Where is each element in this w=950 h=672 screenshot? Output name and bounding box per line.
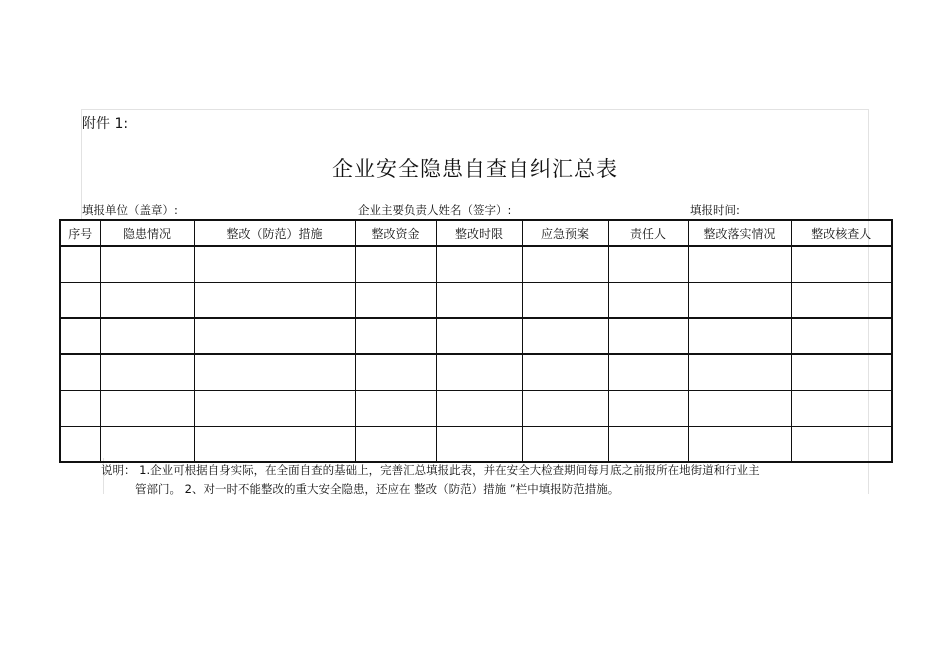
table-header-row <box>60 220 892 246</box>
table-cell[interactable] <box>522 282 608 318</box>
attachment-label: 附件 1: <box>82 116 129 132</box>
table-cell[interactable] <box>100 246 194 282</box>
table-cell[interactable] <box>522 354 608 390</box>
header-implementation: 整改落实情况 <box>688 220 791 246</box>
table-cell[interactable] <box>688 354 791 390</box>
table-cell[interactable] <box>100 282 194 318</box>
table-cell[interactable] <box>194 426 355 462</box>
table-cell[interactable] <box>791 282 892 318</box>
table-cell[interactable] <box>688 282 791 318</box>
table-cell[interactable] <box>791 390 892 426</box>
table-row <box>60 354 892 390</box>
table-cell[interactable] <box>608 354 688 390</box>
table-cell[interactable] <box>194 354 355 390</box>
table-cell[interactable] <box>608 246 688 282</box>
table-row <box>60 426 892 462</box>
table-cell[interactable] <box>608 318 688 354</box>
table-cell[interactable] <box>436 426 522 462</box>
table-cell[interactable] <box>436 246 522 282</box>
table-cell[interactable] <box>436 318 522 354</box>
table-cell[interactable] <box>791 354 892 390</box>
table-cell[interactable] <box>522 318 608 354</box>
header-inspector: 整改核查人 <box>791 220 892 246</box>
table-row <box>60 246 892 282</box>
table-cell[interactable] <box>688 426 791 462</box>
document-title: 企业安全隐患自查自纠汇总表 <box>332 157 618 181</box>
header-index: 序号 <box>60 220 100 246</box>
table-row <box>60 282 892 318</box>
table-cell[interactable] <box>60 318 100 354</box>
table-cell[interactable] <box>194 246 355 282</box>
table-cell[interactable] <box>522 426 608 462</box>
table-cell[interactable] <box>791 246 892 282</box>
table-cell[interactable] <box>688 246 791 282</box>
table-cell[interactable] <box>608 282 688 318</box>
hazard-summary-table <box>59 219 893 463</box>
table-cell[interactable] <box>688 318 791 354</box>
table-cell[interactable] <box>355 426 436 462</box>
notes <box>101 461 760 499</box>
table-cell[interactable] <box>100 390 194 426</box>
responsible-person-label: 企业主要负责人姓名（签字）: <box>358 203 512 217</box>
table-cell[interactable] <box>100 426 194 462</box>
filling-unit-label: 填报单位（盖章）: <box>82 203 178 217</box>
table-cell[interactable] <box>688 390 791 426</box>
table-cell[interactable] <box>608 390 688 426</box>
table-cell[interactable] <box>791 426 892 462</box>
table-cell[interactable] <box>522 390 608 426</box>
header-funds: 整改资金 <box>355 220 436 246</box>
table-cell[interactable] <box>60 354 100 390</box>
header-measures: 整改（防范）措施 <box>194 220 355 246</box>
table-cell[interactable] <box>194 282 355 318</box>
table-cell[interactable] <box>791 318 892 354</box>
table-cell[interactable] <box>436 354 522 390</box>
table-cell[interactable] <box>60 426 100 462</box>
table-cell[interactable] <box>100 354 194 390</box>
table-cell[interactable] <box>608 426 688 462</box>
table-cell[interactable] <box>522 246 608 282</box>
notes-line-1: 说明： 1.企业可根据自身实际，在全面自查的基础上，完善汇总填报此表，并在安全大检查期间每月底之前报所在地街道和行业主 <box>101 463 760 477</box>
header-hazard: 隐患情况 <box>100 220 194 246</box>
table-cell[interactable] <box>60 246 100 282</box>
table-cell[interactable] <box>60 282 100 318</box>
table-row <box>60 390 892 426</box>
table-cell[interactable] <box>355 282 436 318</box>
header-deadline: 整改时限 <box>436 220 522 246</box>
table-row <box>60 318 892 354</box>
table-cell[interactable] <box>100 318 194 354</box>
table-cell[interactable] <box>355 390 436 426</box>
notes-line-2: 管部门。 2、对一时不能整改的重大安全隐患，还应在 整改（防范）措施 ”栏中填报防范措施。 <box>135 482 620 496</box>
header-responsible: 责任人 <box>608 220 688 246</box>
table-cell[interactable] <box>355 318 436 354</box>
table-cell[interactable] <box>436 390 522 426</box>
header-emergency-plan: 应急预案 <box>522 220 608 246</box>
table-cell[interactable] <box>60 390 100 426</box>
table-cell[interactable] <box>355 354 436 390</box>
table-cell[interactable] <box>194 390 355 426</box>
table-cell[interactable] <box>194 318 355 354</box>
table-cell[interactable] <box>355 246 436 282</box>
filling-time-label: 填报时间: <box>690 203 740 217</box>
table-cell[interactable] <box>436 282 522 318</box>
